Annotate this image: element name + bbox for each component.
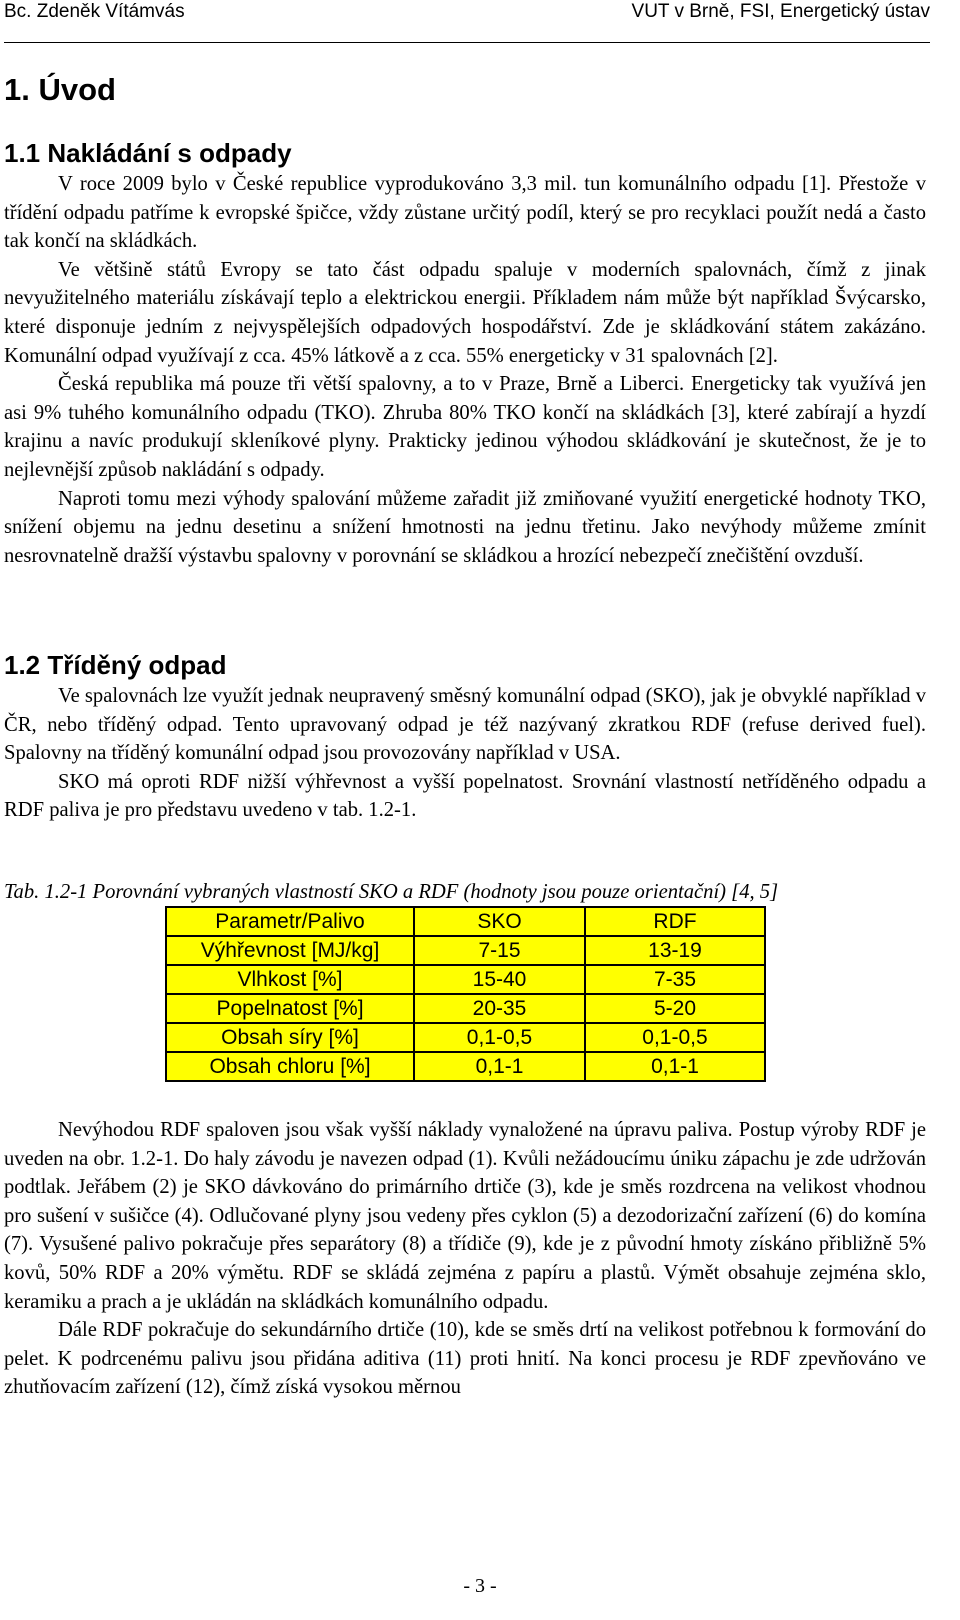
table-cell: 0,1-0,5 xyxy=(414,1023,585,1052)
table-header-cell: SKO xyxy=(414,907,585,936)
table-row xyxy=(166,1052,765,1081)
paragraph: SKO má oproti RDF nižší výhřevnost a vyšší popelnatost. Srovnání vlastností netříděného odpadu a RDF paliva je pro představu uvedeno v tab. 1.2-1. xyxy=(4,770,926,822)
paragraph: Naproti tomu mezi výhody spalování můžeme zařadit již zmiňované využití energetické hodnoty TKO, snížení objemu na jednu desetinu a snížení hmotnosti na jednu třetinu. Jako nevýhody můžeme zmínit nesrovnatelně dražší výstavbu spalovny v porovnání se skládkou a hrozící nebezpečí znečištění ovzduší. xyxy=(4,487,926,567)
table-cell: 5-20 xyxy=(585,994,765,1023)
table-cell: Obsah síry [%] xyxy=(166,1023,414,1052)
header-rule xyxy=(4,42,930,43)
table-row xyxy=(166,1023,765,1052)
table-cell: Výhřevnost [MJ/kg] xyxy=(166,936,414,965)
header-author: Bc. Zdeněk Vítámvás xyxy=(4,1,185,22)
page-header xyxy=(4,0,930,24)
table-header-cell: Parametr/Palivo xyxy=(166,907,414,936)
header-institution: VUT v Brně, FSI, Energetický ústav xyxy=(631,1,930,22)
properties-table xyxy=(165,906,766,1082)
table-row xyxy=(166,936,765,965)
table-cell: Vlhkost [%] xyxy=(166,965,414,994)
paragraph: Česká republika má pouze tři větší spalovny, a to v Praze, Brně a Liberci. Energeticky tak využívá jen asi 9% tuhého komunálního odpadu (TKO). Zhruba 80% TKO končí na skládkách [3], které zabírají a hyzdí krajinu a navíc produkují skleníkové plyny. Prakticky jedinou výhodou skládkování je skutečnost, že je to nejlevnější způsob nakládání s odpady. xyxy=(4,373,926,481)
table-cell: Popelnatost [%] xyxy=(166,994,414,1023)
section-title-1-1: 1.1 Nakládání s odpady xyxy=(4,138,292,168)
table-cell: 0,1-1 xyxy=(414,1052,585,1081)
table-cell: 0,1-1 xyxy=(585,1052,765,1081)
table-cell: 13-19 xyxy=(585,936,765,965)
table-cell: 7-15 xyxy=(414,936,585,965)
table-cell: 7-35 xyxy=(585,965,765,994)
paragraph: Ve spalovnách lze využít jednak neupravený směsný komunální odpad (SKO), jak je obvyklé například v ČR, nebo tříděný odpad. Tento upravovaný odpad je též nazývaný zkratkou RDF (refuse derived fuel). Spalovny na tříděný komunální odpad jsou provozovány například v USA. xyxy=(4,685,926,765)
table-cell: 15-40 xyxy=(414,965,585,994)
table-cell: Obsah chloru [%] xyxy=(166,1052,414,1081)
table-header-row xyxy=(166,907,765,936)
section-1-2-body xyxy=(4,682,926,825)
table-cell: 20-35 xyxy=(414,994,585,1023)
table-caption: Tab. 1.2-1 Porovnání vybraných vlastností SKO a RDF (hodnoty jsou pouze orientační) [4, 5] xyxy=(4,881,779,903)
section-title-1-2: 1.2 Tříděný odpad xyxy=(4,650,227,680)
table-row xyxy=(166,965,765,994)
page-number: - 3 - xyxy=(463,1575,497,1597)
table-row xyxy=(166,994,765,1023)
chapter-title: 1. Úvod xyxy=(4,72,116,107)
paragraph: Dále RDF pokračuje do sekundárního drtiče (10), kde se směs drtí na velikost potřebnou k formování do pelet. K podrcenému palivu jsou přidána aditiva (11) proti hnití. Na konci procesu je RDF zpevňováno ve zhutňovacím zařízení (12), čímž získá vysokou měrnou xyxy=(4,1319,926,1399)
paragraph: V roce 2009 bylo v České republice vyprodukováno 3,3 mil. tun komunálního odpadu [1]. Přestože v třídění odpadu patříme k evropské špičce, vždy zůstane určitý podíl, který se pro recyklaci použít nedá a často tak končí na skládkách. xyxy=(4,173,926,253)
table-cell: 0,1-0,5 xyxy=(585,1023,765,1052)
section-1-1-body xyxy=(4,170,926,570)
section-1-2-continued-body xyxy=(4,1116,926,1402)
paragraph: Nevýhodou RDF spaloven jsou však vyšší náklady vynaložené na úpravu paliva. Postup výroby RDF je uveden na obr. 1.2-1. Do haly závodu je navezen odpad (1). Kvůli nežádoucímu úniku zápachu je zde udržován podtlak. Jeřábem (2) je SKO dávkováno do primárního drtiče (3), kde je směs rozdrcena na velikost vhodnou pro sušení v sušičce (4). Odlučované plyny jsou vedeny přes cyklon (5) a dezodorizační zařízení (6) do komína (7). Vysušené palivo pokračuje přes separátory (8) a třídiče (9), kde je z původní hmoty získáno přibližně 5% kovů, 50% RDF a 20% výmětu. RDF se skládá zejména z papíru a plastů. Výmět obsahuje zejména sklo, keramiku a prach a je ukládán na skládkách komunálního odpadu. xyxy=(4,1119,926,1313)
paragraph: Ve většině států Evropy se tato část odpadu spaluje v moderních spalovnách, čímž z jinak nevyužitelného materiálu získávají teplo a elektrickou energii. Příkladem nám může být například Švýcarsko, které disponuje jedním z nejvyspělejších odpadových hospodářství. Zde je skládkování státem zakázáno. Komunální odpad využívají z cca. 45% látkově a z cca. 55% energeticky v 31 spalovnách [2]. xyxy=(4,258,926,367)
table-header-cell: RDF xyxy=(585,907,765,936)
